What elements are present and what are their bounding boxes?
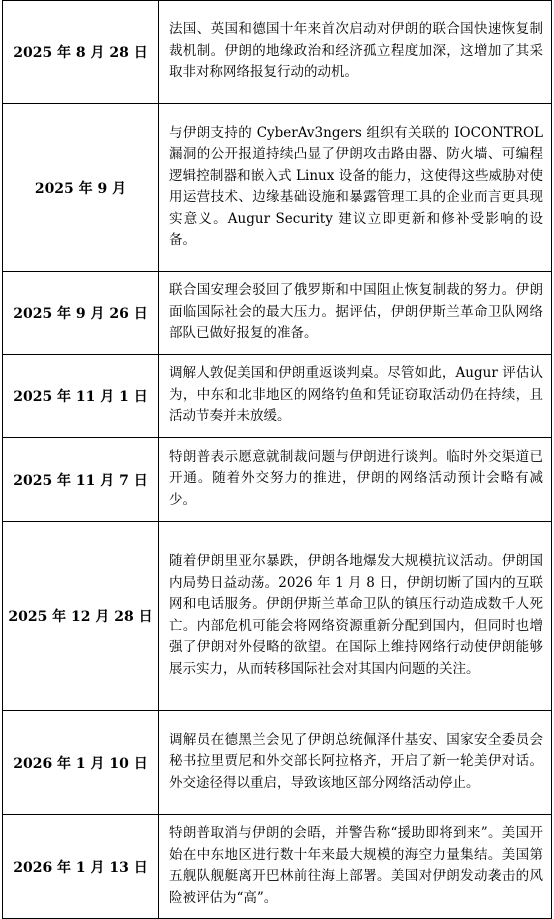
date-cell: 2026 年 1 月 13 日 [3, 815, 159, 919]
date-cell: 2025 年 11 月 7 日 [3, 438, 159, 522]
description-cell: 调解员在德黑兰会见了伊朗总统佩泽什基安、国家安全委员会秘书拉里贾尼和外交部长阿拉格齐，开启了新一轮美伊对话。外交途径得以重启，导致该地区部分网络活动停止。 [159, 711, 552, 815]
description-cell: 随着伊朗里亚尔暴跌，伊朗各地爆发大规模抗议活动。伊朗国内局势日益动荡。2026 年 1 月 8 日，伊朗切断了国内的互联网和电话服务。伊朗伊斯兰革命卫队的镇压行动造成数千人死亡。内部危机可能会将网络资源重新分配到国内，但同时也增强了伊朗对外侵略的欲望。在国际上维持网络行动使伊朗能够展示实力，从而转移国际社会对其国内问题的关注。 [159, 522, 552, 711]
description-cell: 法国、英国和德国十年来首次启动对伊朗的联合国快速恢复制裁机制。伊朗的地缘政治和经济孤立程度加深，这增加了其采取非对称网络报复行动的动机。 [159, 1, 552, 104]
date-cell: 2026 年 1 月 10 日 [3, 711, 159, 815]
description-cell: 联合国安理会驳回了俄罗斯和中国阻止恢复制裁的努力。伊朗面临国际社会的最大压力。据评估，伊朗伊斯兰革命卫队网络部队已做好报复的准备。 [159, 272, 552, 355]
table-row [3, 355, 552, 438]
table-row [3, 1, 552, 104]
table-row [3, 815, 552, 919]
description-cell: 特朗普取消与伊朗的会晤，并警告称“援助即将到来”。美国开始在中东地区进行数十年来最大规模的海空力量集结。美国第五舰队舰艇离开巴林前往海上部署。美国对伊朗发动袭击的风险被评估为“高”。 [159, 815, 552, 919]
table-row [3, 522, 552, 711]
date-cell: 2025 年 12 月 28 日 [3, 522, 159, 711]
description-cell: 调解人敦促美国和伊朗重返谈判桌。尽管如此，Augur 评估认为，中东和北非地区的网络钓鱼和凭证窃取活动仍在持续，且活动节奏并未放缓。 [159, 355, 552, 438]
table-row [3, 438, 552, 522]
date-cell: 2025 年 9 月 26 日 [3, 272, 159, 355]
date-cell: 2025 年 11 月 1 日 [3, 355, 159, 438]
timeline-table [2, 0, 552, 919]
table-row [3, 104, 552, 272]
description-cell: 与伊朗支持的 CyberAv3ngers 组织有关联的 IOCONTROL 漏洞的公开报道持续凸显了伊朗攻击路由器、防火墙、可编程逻辑控制器和嵌入式 Linux 设备的能力，这使得这些威胁对使用运营技术、边缘基础设施和暴露管理工具的企业而言更具现实意义。Augur Security 建议立即更新和修补受影响的设备。 [159, 104, 552, 272]
date-cell: 2025 年 8 月 28 日 [3, 1, 159, 104]
description-cell: 特朗普表示愿意就制裁问题与伊朗进行谈判。临时外交渠道已开通。随着外交努力的推进，伊朗的网络活动预计会略有减少。 [159, 438, 552, 522]
table-row [3, 711, 552, 815]
date-cell: 2025 年 9 月 [3, 104, 159, 272]
table-row [3, 272, 552, 355]
